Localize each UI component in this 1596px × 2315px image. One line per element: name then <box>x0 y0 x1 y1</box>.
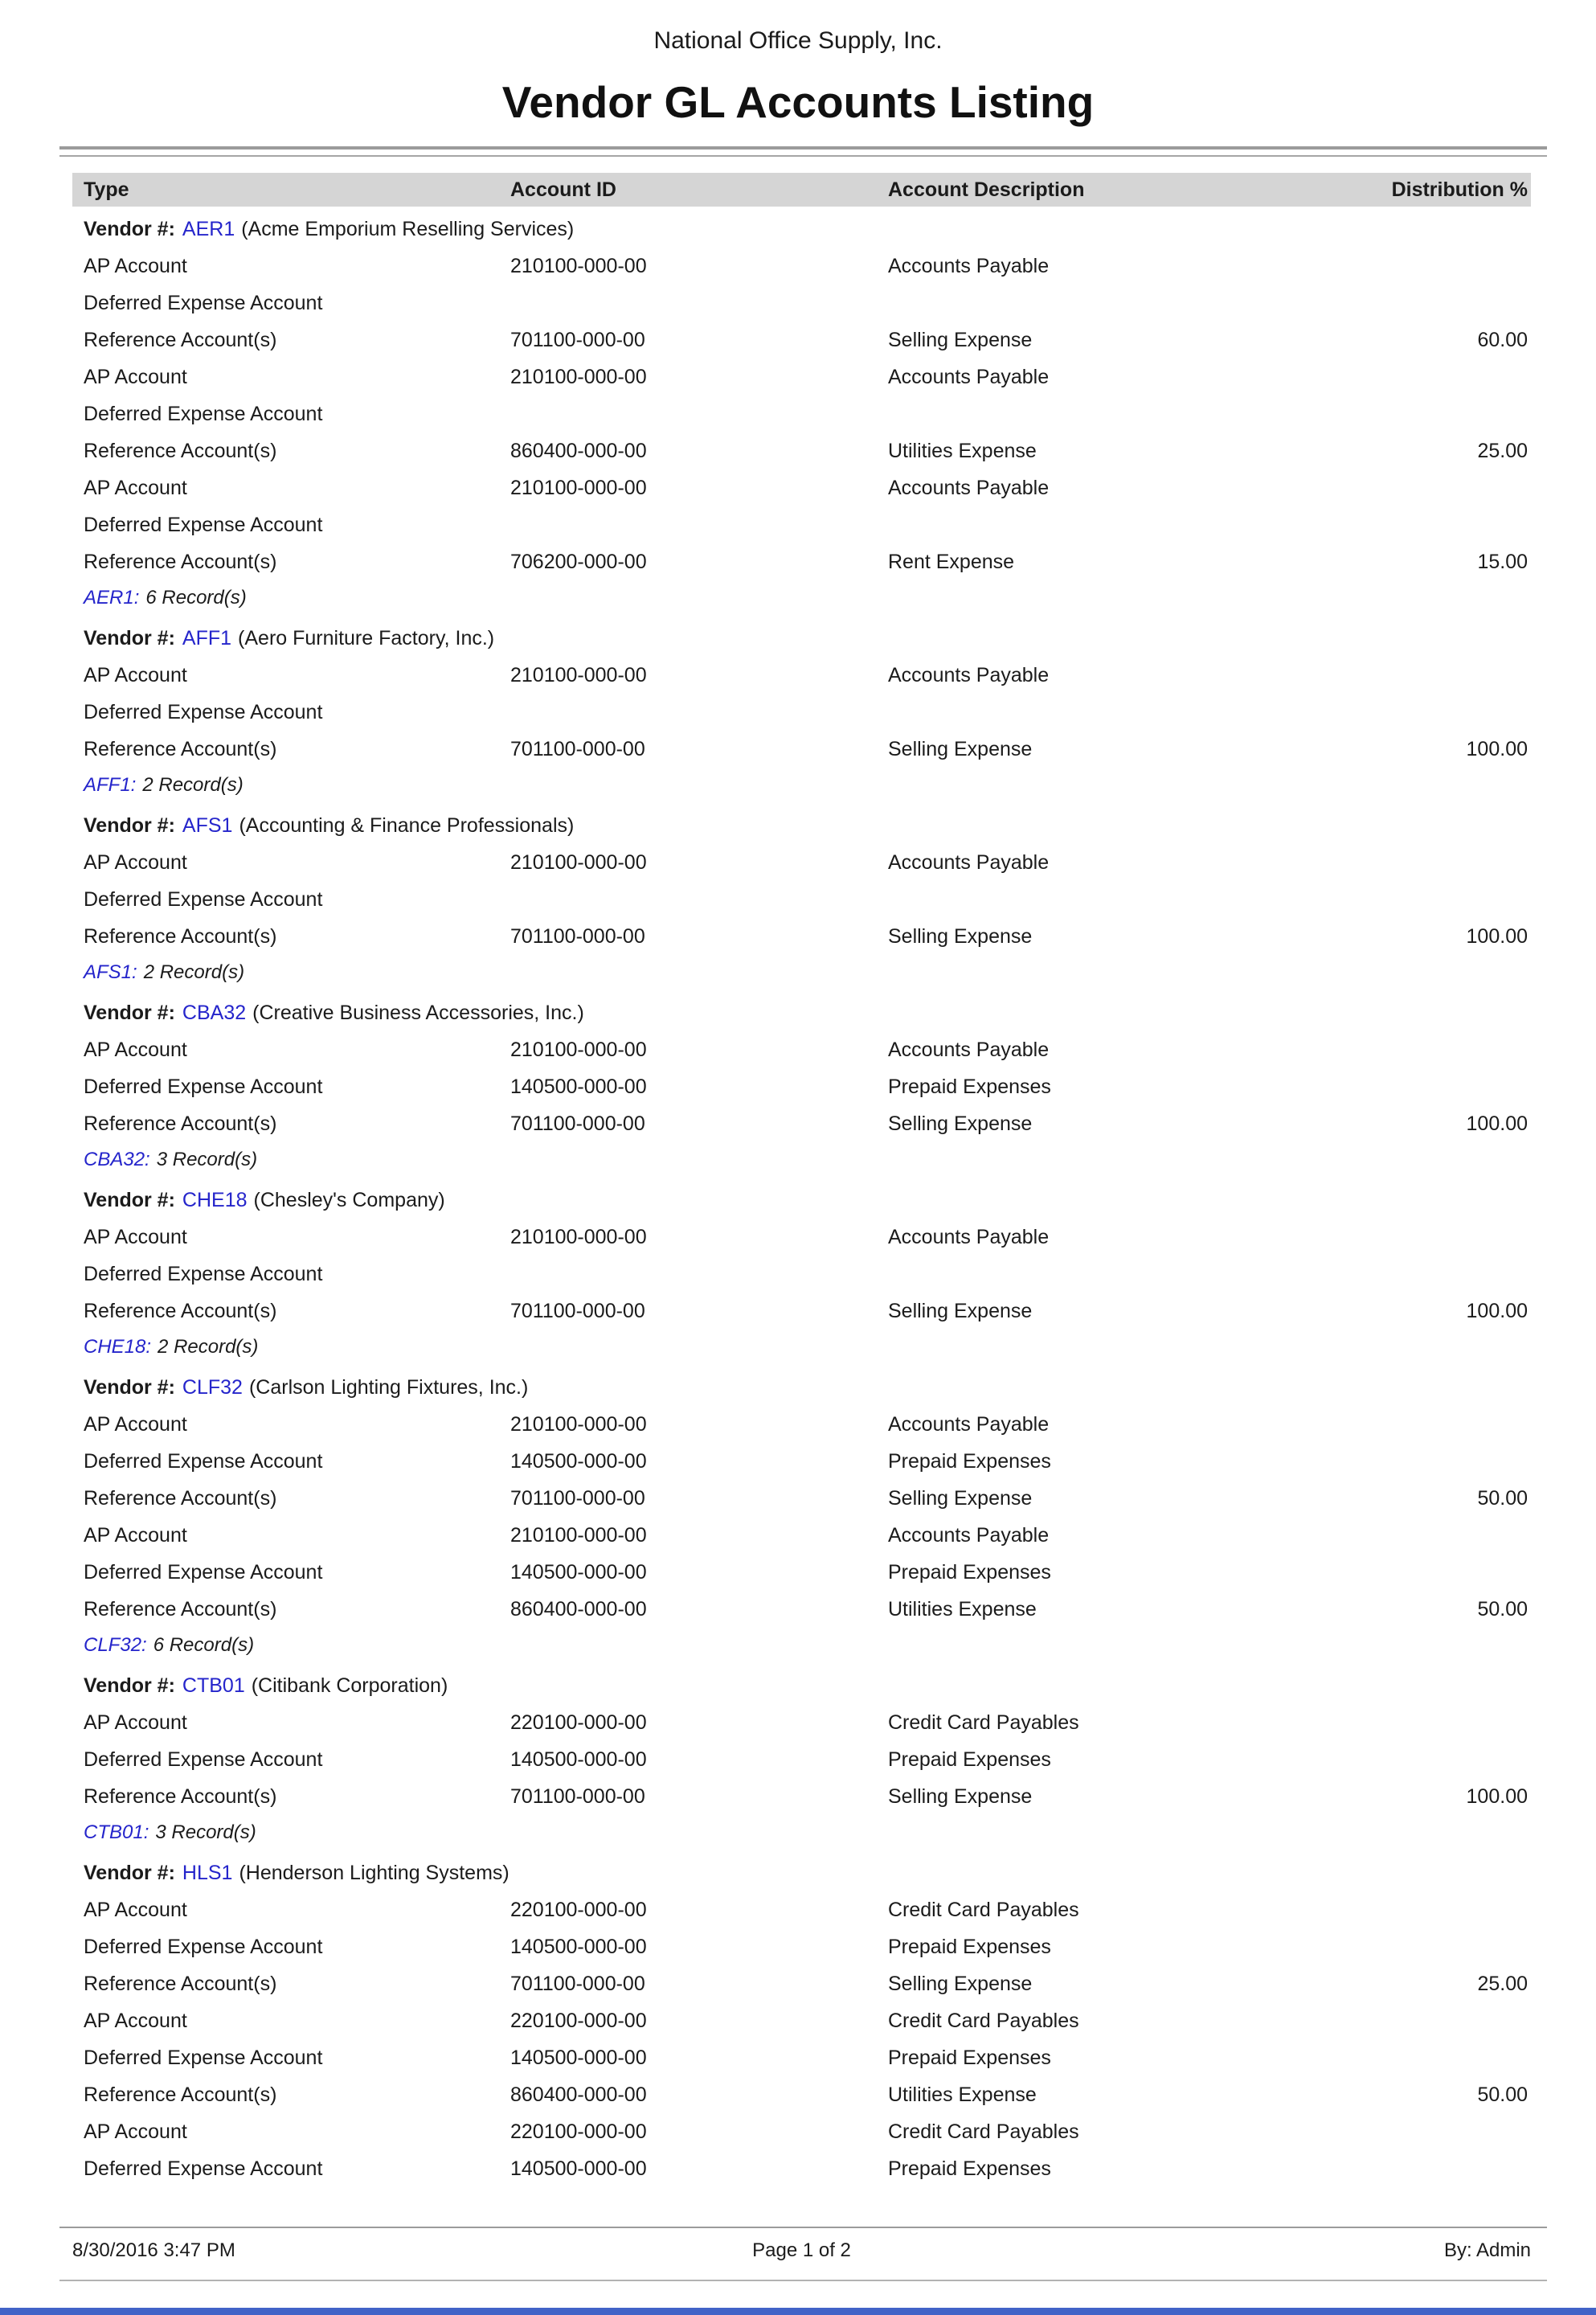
vendor-header-row <box>72 994 1531 1031</box>
vendor-label: Vendor #: <box>84 1188 175 1211</box>
summary-vendor-code: CTB01: <box>84 1821 149 1843</box>
cell-account-description: Credit Card Payables <box>888 1711 1079 1734</box>
cell-account-id: 701100-000-00 <box>510 1784 645 1808</box>
vendor-label: Vendor #: <box>84 626 175 649</box>
vendor-label: Vendor #: <box>84 1674 175 1697</box>
cell-type: Deferred Expense Account <box>84 1935 323 1958</box>
vendor-label: Vendor #: <box>84 813 175 837</box>
column-header-type: Type <box>84 178 129 201</box>
cell-account-description: Selling Expense <box>888 737 1033 760</box>
vendor-code: AFF1 <box>182 626 232 649</box>
vendor-group <box>72 1369 1531 1663</box>
group-rows <box>72 657 1531 768</box>
cell-type: Deferred Expense Account <box>84 402 323 425</box>
vendor-header-row <box>72 620 1531 657</box>
table-row <box>72 2039 1531 2076</box>
group-rows <box>72 1219 1531 1330</box>
cell-type: Reference Account(s) <box>84 550 277 573</box>
table-row <box>72 1778 1531 1815</box>
vendor-name: (Henderson Lighting Systems) <box>239 1861 509 1884</box>
cell-account-id: 860400-000-00 <box>510 439 647 462</box>
table-row <box>72 1480 1531 1517</box>
summary-vendor-code: AER1: <box>84 587 140 608</box>
cell-account-id: 701100-000-00 <box>510 737 645 760</box>
cell-type: AP Account <box>84 1225 187 1248</box>
table-row <box>72 359 1531 395</box>
cell-type: AP Account <box>84 1711 187 1734</box>
report-footer <box>72 2235 1531 2266</box>
cell-account-id: 210100-000-00 <box>510 254 647 277</box>
cell-account-description: Selling Expense <box>888 1299 1033 1322</box>
cell-distribution-percent: 100.00 <box>1466 737 1528 760</box>
page-title: Vendor GL Accounts Listing <box>501 77 1095 127</box>
vendor-group <box>72 620 1531 803</box>
vendor-name: (Creative Business Accessories, Inc.) <box>252 1001 584 1024</box>
cell-account-description: Prepaid Expenses <box>888 1935 1051 1958</box>
table-row <box>72 1293 1531 1330</box>
footer-page-number: Page 1 of 2 <box>752 2239 851 2261</box>
cell-type: Deferred Expense Account <box>84 1075 323 1098</box>
cell-account-description: Prepaid Expenses <box>888 2046 1051 2069</box>
table-row <box>72 2113 1531 2150</box>
table-header-row <box>72 173 1531 207</box>
title-divider <box>59 146 1547 157</box>
table-row <box>72 1105 1531 1142</box>
group-rows <box>72 1704 1531 1815</box>
cell-type: AP Account <box>84 1523 187 1547</box>
cell-account-id: 210100-000-00 <box>510 1412 647 1436</box>
cell-distribution-percent: 100.00 <box>1466 1112 1528 1135</box>
vendor-header-row <box>72 1369 1531 1406</box>
cell-type: AP Account <box>84 2009 187 2032</box>
cell-distribution-percent: 50.00 <box>1477 2083 1528 2106</box>
cell-distribution-percent: 25.00 <box>1477 1972 1528 1995</box>
cell-account-description: Credit Card Payables <box>888 2120 1079 2143</box>
table-row <box>72 285 1531 322</box>
cell-type: AP Account <box>84 365 187 388</box>
cell-type: AP Account <box>84 476 187 499</box>
summary-vendor-code: CLF32: <box>84 1634 147 1656</box>
cell-type: Reference Account(s) <box>84 1972 277 1995</box>
cell-type: Reference Account(s) <box>84 924 277 948</box>
table-row <box>72 657 1531 694</box>
table-row <box>72 248 1531 285</box>
summary-record-count: 6 Record(s) <box>145 587 247 608</box>
cell-account-description: Prepaid Expenses <box>888 2157 1051 2180</box>
group-rows <box>72 1891 1531 2187</box>
cell-account-description: Prepaid Expenses <box>888 1748 1051 1771</box>
vendor-code: CLF32 <box>182 1375 243 1399</box>
vendor-label: Vendor #: <box>84 1001 175 1024</box>
cell-account-id: 860400-000-00 <box>510 1597 647 1620</box>
cell-account-id: 140500-000-00 <box>510 1935 647 1958</box>
cell-type: AP Account <box>84 2120 187 2143</box>
vendor-code: CHE18 <box>182 1188 248 1211</box>
vendor-header-row <box>72 1182 1531 1219</box>
summary-record-count: 6 Record(s) <box>153 1634 255 1656</box>
vendor-group <box>72 994 1531 1178</box>
table-row <box>72 1704 1531 1741</box>
table-row <box>72 1965 1531 2002</box>
table-row <box>72 2076 1531 2113</box>
cell-type: Deferred Expense Account <box>84 1262 323 1285</box>
cell-account-description: Accounts Payable <box>888 1225 1050 1248</box>
table-row <box>72 1891 1531 1928</box>
vendor-header-row <box>72 1667 1531 1704</box>
cell-type: Reference Account(s) <box>84 1112 277 1135</box>
cell-account-description: Accounts Payable <box>888 365 1050 388</box>
vendor-name: (Citibank Corporation) <box>251 1674 448 1697</box>
cell-account-description: Rent Expense <box>888 550 1015 573</box>
cell-type: Reference Account(s) <box>84 1486 277 1510</box>
cell-account-id: 701100-000-00 <box>510 1112 645 1135</box>
group-summary-row <box>72 768 1531 803</box>
summary-vendor-code: CHE18: <box>84 1336 152 1358</box>
cell-account-description: Selling Expense <box>888 1486 1033 1510</box>
cell-account-description: Selling Expense <box>888 924 1033 948</box>
cell-account-id: 140500-000-00 <box>510 1449 647 1473</box>
cell-type: AP Account <box>84 850 187 874</box>
cell-account-description: Prepaid Expenses <box>888 1449 1051 1473</box>
summary-record-count: 2 Record(s) <box>142 774 243 796</box>
group-summary-row <box>72 1330 1531 1365</box>
vendor-code: HLS1 <box>182 1861 233 1884</box>
table-row <box>72 543 1531 580</box>
cell-account-description: Accounts Payable <box>888 850 1050 874</box>
table-row <box>72 918 1531 955</box>
group-summary-row <box>72 580 1531 616</box>
cell-account-id: 701100-000-00 <box>510 1972 645 1995</box>
cell-type: Reference Account(s) <box>84 328 277 351</box>
summary-record-count: 2 Record(s) <box>143 961 245 983</box>
report-body <box>72 211 1531 2187</box>
cell-account-description: Utilities Expense <box>888 439 1037 462</box>
footer-author: By: Admin <box>1443 2239 1531 2261</box>
table-row <box>72 694 1531 731</box>
cell-account-id: 210100-000-00 <box>510 365 647 388</box>
vendor-code: CBA32 <box>182 1001 247 1024</box>
cell-account-description: Selling Expense <box>888 1112 1033 1135</box>
cell-account-id: 140500-000-00 <box>510 2157 647 2180</box>
summary-record-count: 3 Record(s) <box>156 1149 258 1170</box>
cell-type: AP Account <box>84 254 187 277</box>
vendor-header-row <box>72 807 1531 844</box>
group-rows <box>72 844 1531 955</box>
cell-account-description: Credit Card Payables <box>888 1898 1079 1921</box>
cell-account-id: 706200-000-00 <box>510 550 647 573</box>
group-rows <box>72 1031 1531 1142</box>
vendor-code: CTB01 <box>182 1674 245 1697</box>
cell-type: Reference Account(s) <box>84 1784 277 1808</box>
vendor-group <box>72 1182 1531 1365</box>
column-header-account-description: Account Description <box>888 178 1085 201</box>
table-row <box>72 469 1531 506</box>
cell-account-id: 210100-000-00 <box>510 1038 647 1061</box>
cell-account-description: Accounts Payable <box>888 663 1050 686</box>
group-rows <box>72 248 1531 580</box>
cell-account-id: 140500-000-00 <box>510 1075 647 1098</box>
cell-account-id: 210100-000-00 <box>510 476 647 499</box>
group-summary-row <box>72 1628 1531 1663</box>
table-row <box>72 432 1531 469</box>
cell-account-id: 140500-000-00 <box>510 1748 647 1771</box>
table-row <box>72 506 1531 543</box>
cell-type: AP Account <box>84 663 187 686</box>
cell-account-id: 701100-000-00 <box>510 1486 645 1510</box>
cell-distribution-percent: 50.00 <box>1477 1486 1528 1510</box>
cell-type: Deferred Expense Account <box>84 291 323 314</box>
summary-record-count: 2 Record(s) <box>158 1336 259 1358</box>
table-row <box>72 322 1531 359</box>
vendor-name: (Accounting & Finance Professionals) <box>239 813 575 837</box>
cell-account-description: Utilities Expense <box>888 1597 1037 1620</box>
table-row <box>72 881 1531 918</box>
table-row <box>72 731 1531 768</box>
cell-type: AP Account <box>84 1412 187 1436</box>
group-summary-row <box>72 1142 1531 1178</box>
vendor-label: Vendor #: <box>84 217 175 240</box>
cell-account-id: 701100-000-00 <box>510 924 645 948</box>
table-row <box>72 1591 1531 1628</box>
table-row <box>72 1406 1531 1443</box>
table-row <box>72 1256 1531 1293</box>
cell-type: Reference Account(s) <box>84 1597 277 1620</box>
vendor-name: (Carlson Lighting Fixtures, Inc.) <box>248 1375 529 1399</box>
table-row <box>72 1554 1531 1591</box>
cell-type: Deferred Expense Account <box>84 2157 323 2180</box>
cell-account-id: 210100-000-00 <box>510 663 647 686</box>
footer-divider <box>59 2227 1547 2228</box>
vendor-code: AFS1 <box>182 813 233 837</box>
group-summary-row <box>72 1815 1531 1850</box>
table-row <box>72 1517 1531 1554</box>
cell-account-id: 701100-000-00 <box>510 328 645 351</box>
table-row <box>72 1443 1531 1480</box>
vendor-label: Vendor #: <box>84 1861 175 1884</box>
cell-account-description: Accounts Payable <box>888 254 1050 277</box>
cell-account-description: Credit Card Payables <box>888 2009 1079 2032</box>
vendor-group <box>72 1854 1531 2187</box>
cell-account-id: 210100-000-00 <box>510 1225 647 1248</box>
cell-account-description: Prepaid Expenses <box>888 1075 1051 1098</box>
vendor-name: (Acme Emporium Reselling Services) <box>241 217 575 240</box>
table-row <box>72 844 1531 881</box>
vendor-header-row <box>72 211 1531 248</box>
cell-type: Deferred Expense Account <box>84 1748 323 1771</box>
cell-account-description: Accounts Payable <box>888 1523 1050 1547</box>
cell-account-description: Accounts Payable <box>888 1038 1050 1061</box>
cell-account-id: 140500-000-00 <box>510 1560 647 1584</box>
cell-type: AP Account <box>84 1038 187 1061</box>
cell-type: Reference Account(s) <box>84 2083 277 2106</box>
summary-vendor-code: AFS1: <box>84 961 137 983</box>
cell-distribution-percent: 100.00 <box>1466 924 1528 948</box>
column-header-distribution-percent: Distribution % <box>1391 178 1528 201</box>
table-row <box>72 1068 1531 1105</box>
cell-account-id: 701100-000-00 <box>510 1299 645 1322</box>
cell-type: AP Account <box>84 1898 187 1921</box>
cell-account-description: Selling Expense <box>888 1784 1033 1808</box>
vendor-header-row <box>72 1854 1531 1891</box>
group-rows <box>72 1406 1531 1628</box>
table-row <box>72 395 1531 432</box>
cell-type: Deferred Expense Account <box>84 887 323 911</box>
window-bottom-edge <box>0 2308 1596 2315</box>
cell-account-id: 860400-000-00 <box>510 2083 647 2106</box>
cell-account-description: Prepaid Expenses <box>888 1560 1051 1584</box>
summary-vendor-code: CBA32: <box>84 1149 150 1170</box>
vendor-group <box>72 807 1531 990</box>
cell-type: Deferred Expense Account <box>84 2046 323 2069</box>
cell-account-id: 220100-000-00 <box>510 1711 647 1734</box>
cell-account-description: Selling Expense <box>888 1972 1033 1995</box>
cell-type: Reference Account(s) <box>84 1299 277 1322</box>
company-name: National Office Supply, Inc. <box>653 27 943 54</box>
column-header-account-id: Account ID <box>510 178 616 201</box>
table-row <box>72 1219 1531 1256</box>
vendor-group <box>72 1667 1531 1850</box>
cell-account-description: Accounts Payable <box>888 476 1050 499</box>
group-summary-row <box>72 955 1531 990</box>
cell-distribution-percent: 100.00 <box>1466 1299 1528 1322</box>
table-row <box>72 2150 1531 2187</box>
cell-account-id: 140500-000-00 <box>510 2046 647 2069</box>
vendor-group <box>72 211 1531 616</box>
cell-account-id: 210100-000-00 <box>510 850 647 874</box>
page-bottom-rule <box>59 2280 1547 2281</box>
table-row <box>72 1031 1531 1068</box>
vendor-code: AER1 <box>182 217 235 240</box>
cell-account-id: 220100-000-00 <box>510 1898 647 1921</box>
cell-type: Deferred Expense Account <box>84 700 323 723</box>
summary-vendor-code: AFF1: <box>84 774 137 796</box>
cell-distribution-percent: 25.00 <box>1477 439 1528 462</box>
table-row <box>72 2002 1531 2039</box>
cell-distribution-percent: 15.00 <box>1477 550 1528 573</box>
table-row <box>72 1928 1531 1965</box>
cell-distribution-percent: 100.00 <box>1466 1784 1528 1808</box>
report-header <box>0 26 1596 129</box>
footer-datetime: 8/30/2016 3:47 PM <box>72 2239 235 2261</box>
cell-type: Deferred Expense Account <box>84 1560 323 1584</box>
cell-account-description: Accounts Payable <box>888 1412 1050 1436</box>
cell-type: Reference Account(s) <box>84 439 277 462</box>
vendor-name: (Aero Furniture Factory, Inc.) <box>238 626 495 649</box>
cell-account-id: 210100-000-00 <box>510 1523 647 1547</box>
cell-distribution-percent: 50.00 <box>1477 1597 1528 1620</box>
vendor-label: Vendor #: <box>84 1375 175 1399</box>
table-row <box>72 1741 1531 1778</box>
summary-record-count: 3 Record(s) <box>155 1821 256 1843</box>
cell-type: Deferred Expense Account <box>84 513 323 536</box>
cell-account-id: 220100-000-00 <box>510 2120 647 2143</box>
cell-account-description: Selling Expense <box>888 328 1033 351</box>
cell-distribution-percent: 60.00 <box>1477 328 1528 351</box>
vendor-name: (Chesley's Company) <box>253 1188 445 1211</box>
cell-account-description: Utilities Expense <box>888 2083 1037 2106</box>
cell-account-id: 220100-000-00 <box>510 2009 647 2032</box>
cell-type: Deferred Expense Account <box>84 1449 323 1473</box>
cell-type: Reference Account(s) <box>84 737 277 760</box>
